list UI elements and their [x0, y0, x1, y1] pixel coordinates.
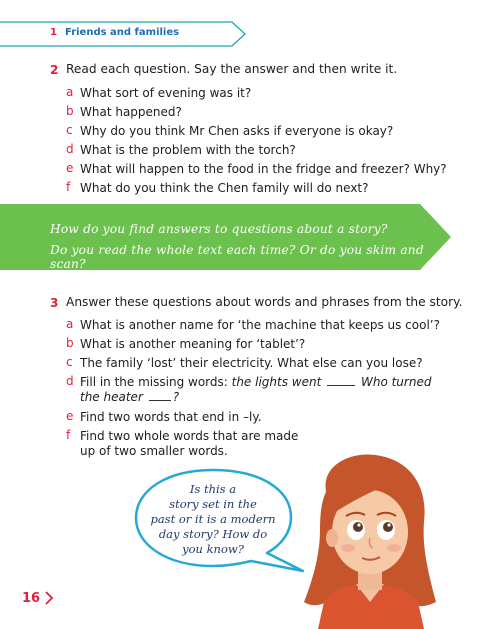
item-letter: c — [66, 355, 73, 369]
item-letter: f — [66, 428, 71, 442]
speech-bubble — [133, 467, 293, 573]
item-letter: b — [66, 336, 74, 350]
list-item: Find two whole words that are made — [80, 429, 299, 443]
item-letter: d — [66, 374, 74, 388]
girl-illustration — [296, 452, 446, 629]
item-letter: a — [66, 317, 74, 331]
item-letter: d — [66, 142, 74, 156]
bubble-line: past or it is a modern — [150, 512, 276, 526]
banner-line-2: Do you read the whole text each time? Or do you skim and scan? — [50, 243, 424, 271]
item-letter: e — [66, 409, 74, 423]
answer-blank[interactable] — [149, 391, 171, 401]
bubble-line: day story? How do — [158, 527, 268, 541]
speech-bubble-text — [133, 482, 293, 557]
list-item: What sort of evening was it? — [80, 86, 252, 100]
fill-in-suffix: ? — [172, 390, 180, 404]
question-number: 3 — [50, 296, 59, 310]
list-item: The family ‘lost’ their electricity. What else can you lose? — [80, 356, 423, 370]
list-item: What will happen to the food in the fridge and freezer? Why? — [80, 162, 447, 176]
fill-in-prefix: Fill in the missing words: — [80, 375, 228, 389]
question-number: 2 — [50, 63, 59, 77]
list-item: What is another meaning for ‘tablet’? — [80, 337, 306, 351]
list-item: What happened? — [80, 105, 182, 119]
list-item-fill-in-cont — [80, 389, 179, 405]
item-letter: c — [66, 123, 73, 137]
item-letter: f — [66, 180, 71, 194]
chapter-title: Friends and families — [65, 27, 180, 38]
list-item: What do you think the Chen family will do next? — [80, 181, 369, 195]
bubble-line: story set in the — [169, 497, 257, 511]
question-text: Answer these questions about words and phrases from the story. — [66, 295, 463, 309]
bubble-line: Is this a — [189, 482, 237, 496]
fill-in-phrase: Who turned — [360, 375, 432, 389]
list-item: What is another name for ‘the machine that keeps us cool’? — [80, 318, 440, 332]
fill-in-phrase: the lights went — [231, 375, 322, 389]
item-letter: a — [66, 85, 74, 99]
question-text: Read each question. Say the answer and then write it. — [66, 62, 398, 76]
item-letter: e — [66, 161, 74, 175]
page-number: 16 — [22, 591, 41, 606]
chapter-number: 1 — [50, 27, 57, 38]
think-banner — [0, 204, 452, 270]
list-item-cont: up of two smaller words. — [80, 444, 228, 458]
item-letter: b — [66, 104, 74, 118]
list-item: Why do you think Mr Chen asks if everyone is okay? — [80, 124, 394, 138]
list-item: What is the problem with the torch? — [80, 143, 296, 157]
bubble-line: you know? — [182, 542, 244, 556]
chapter-header — [0, 21, 246, 47]
fill-in-phrase: the heater — [80, 390, 143, 404]
list-item-fill-in — [80, 374, 431, 390]
next-page-chevron-icon[interactable] — [44, 590, 54, 606]
answer-blank[interactable] — [327, 376, 355, 386]
banner-line-1: How do you find answers to questions about a story? — [50, 222, 388, 236]
list-item: Find two words that end in –ly. — [80, 410, 262, 424]
